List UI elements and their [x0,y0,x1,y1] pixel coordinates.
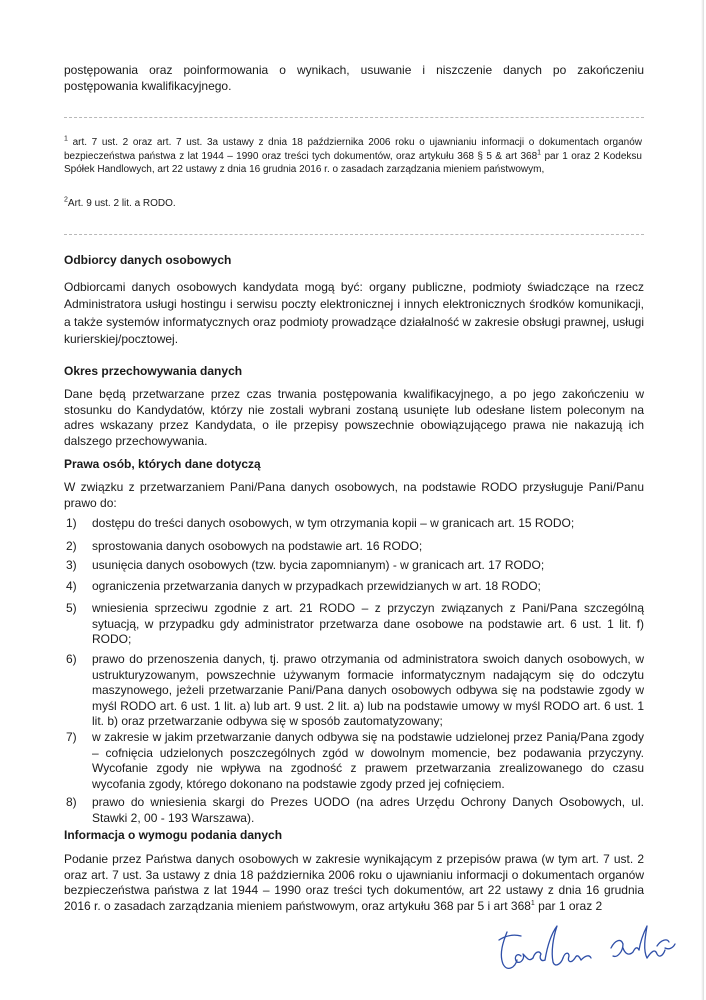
list-item-number: 1) [66,516,77,530]
list-item-number: 7) [66,730,77,744]
list-item-number: 8) [66,795,77,809]
intro-line-1: postępowania oraz poinformowania o wynikach, usuwanie i niszczenie danych po zakończeniu [64,63,644,77]
requirement-heading: Informacja o wymogu podania danych [64,828,283,842]
list-item-number: 6) [66,652,77,666]
footnote-1-marker: 1 [64,135,68,143]
footnote-1-text-b: par 1 oraz 2 Kodeksu Spółek Handlowych, art 22 ustawy z dnia 16 grudnia 2016 r. o zasadach zarządzania mieniem państwowym, [64,150,642,175]
list-item [64,558,644,574]
requirement-text [64,852,644,914]
list-item [64,795,644,826]
list-item-text: usunięcia danych osobowych (tzw. bycia zapomnianym) - w granicach art. 17 RODO; [92,558,545,572]
list-item [64,652,644,730]
list-item-text: sprostowania danych osobowych na podstawie art. 16 RODO; [92,539,423,553]
list-item [64,516,644,532]
list-item-text: prawo do przenoszenia danych, tj. prawo otrzymania od administratora swoich danych osobowych, w ustrukturyzowanym, powszechnie używanym formacie informatycznym nadającym się do odczytu maszynowego, jeżeli przetwarzanie Pani/Pana danych osobowych odbywa się na podstawie zgody w myśl RODO art. 6 ust. 1 lit. a) lub art. 9 ust. 2 lit. a) lub na podstawie umowy w myśl RODO art. 6 ust. 1 lit. b) oraz przetwarzanie odbywa się w sposób zautomatyzowany; [92,652,644,728]
list-item [64,601,644,648]
list-item-number: 2) [66,539,77,553]
rights-intro: W związku z przetwarzaniem Pani/Pana danych osobowych, na podstawie RODO przysługuje Pani/Panu prawo do: [64,480,644,510]
storage-text: Dane będą przetwarzane przez czas trwania postępowania kwalifikacyjnego, a po jego zakończeniu w stosunku do Kandydatów, którzy nie zostali wybrani zostaną usunięte lub odesłane listem poleconym na adres wskazany przez Kandydata, o ile przepisy powszechnie obowiązującego prawa nie nakazują ich dalszego przechowywania. [64,387,644,448]
list-item-number: 5) [66,601,77,615]
list-item-text: dostępu do treści danych osobowych, w tym otrzymania kopii – w granicach art. 15 RODO; [92,516,575,530]
footnote-2 [64,197,642,211]
requirement-text-b: par 1 oraz 2 [534,898,603,913]
divider [64,117,644,118]
intro-line-2: postępowania kwalifikacyjnego. [64,79,232,93]
list-item [64,539,644,555]
footnote-2-marker: 2 [64,196,68,204]
list-item [64,579,644,595]
list-item-text: ograniczenia przetwarzania danych w przypadkach przewidzianych w art. 18 RODO; [92,579,541,593]
requirement-superscript: 1 [530,899,535,907]
footnote-2-text: Art. 9 ust. 2 lit. a RODO. [67,198,176,209]
list-item-number: 3) [66,558,77,572]
recipients-text: Odbiorcami danych osobowych kandydata mogą być: organy publiczne, podmioty świadczące na rzecz Administratora usługi hostingu i serwisu poczty elektronicznej i innych elektronicznych środków komunikacji, a także systemów informatycznych oraz podmioty prowadzące działalność w zakresie obsługi prawnej, usługi kurierskiej/pocztowej. [64,280,644,346]
list-item [64,730,644,792]
list-item-text: w zakresie w jakim przetwarzanie danych odbywa się na podstawie udzielonej przez Panią/Pana zgody – cofnięcia udzielonych poszczególnych zgód w dowolnym momencie, bez podawania przyczyny. Wycofanie zgody nie wpływa na zgodność z prawem przetwarzania zrealizowanego do czasu wycofania zgody, którego dokonano na podstawie zgody przed jej cofnięciem. [92,730,644,791]
footnote-1-superscript: 1 [537,149,542,157]
list-item-text: wniesienia sprzeciwu zgodnie z art. 21 RODO – z przyczyn związanych z Pani/Pana szczególną sytuacją, w przypadku gdy administrator przetwarza dane osobowe na podstawie art. 6 ust. 1 lit. f) RODO; [92,601,644,646]
scan-edge [701,0,704,1000]
footnote-1 [64,136,642,177]
list-item-text: prawo do wniesienia skargi do Prezes UODO (na adres Urzędu Ochrony Danych Osobowych, ul. Stawki 2, 00 - 193 Warszawa). [92,795,644,825]
requirement-text-a: Podanie przez Państwa danych osobowych w zakresie wynikającym z przepisów prawa (w tym art. 7 ust. 2 oraz art. 7 ust. 3a ustawy z dnia 18 października 2006 roku o ujawnianiu informacji o dokumentach organów bezpieczeństwa państwa z lat 1944 – 1990 oraz treści tych dokumentów, art 22 ustawy z dnia 16 grudnia 2016 r. o zasadach zarządzania mieniem państwowym, oraz artykułu 368 par 5 i art 368 [64,852,644,913]
footnote-1-text-a: art. 7 ust. 2 oraz art. 7 ust. 3a ustawy z dnia 18 października 2006 roku o ujawnianiu informacji o dokumentach organów bezpieczeństwa państwa z lat 1944 – 1990 oraz treści tych dokumentów, oraz artykułu 368 § 5 & art 368 [64,137,642,162]
handwritten-signature [487,918,687,978]
divider [64,234,644,235]
recipients-heading: Odbiorcy danych osobowych [64,253,232,267]
rights-heading: Prawa osób, których dane dotyczą [64,457,261,471]
list-item-number: 4) [66,579,77,593]
storage-heading: Okres przechowywania danych [64,364,243,378]
